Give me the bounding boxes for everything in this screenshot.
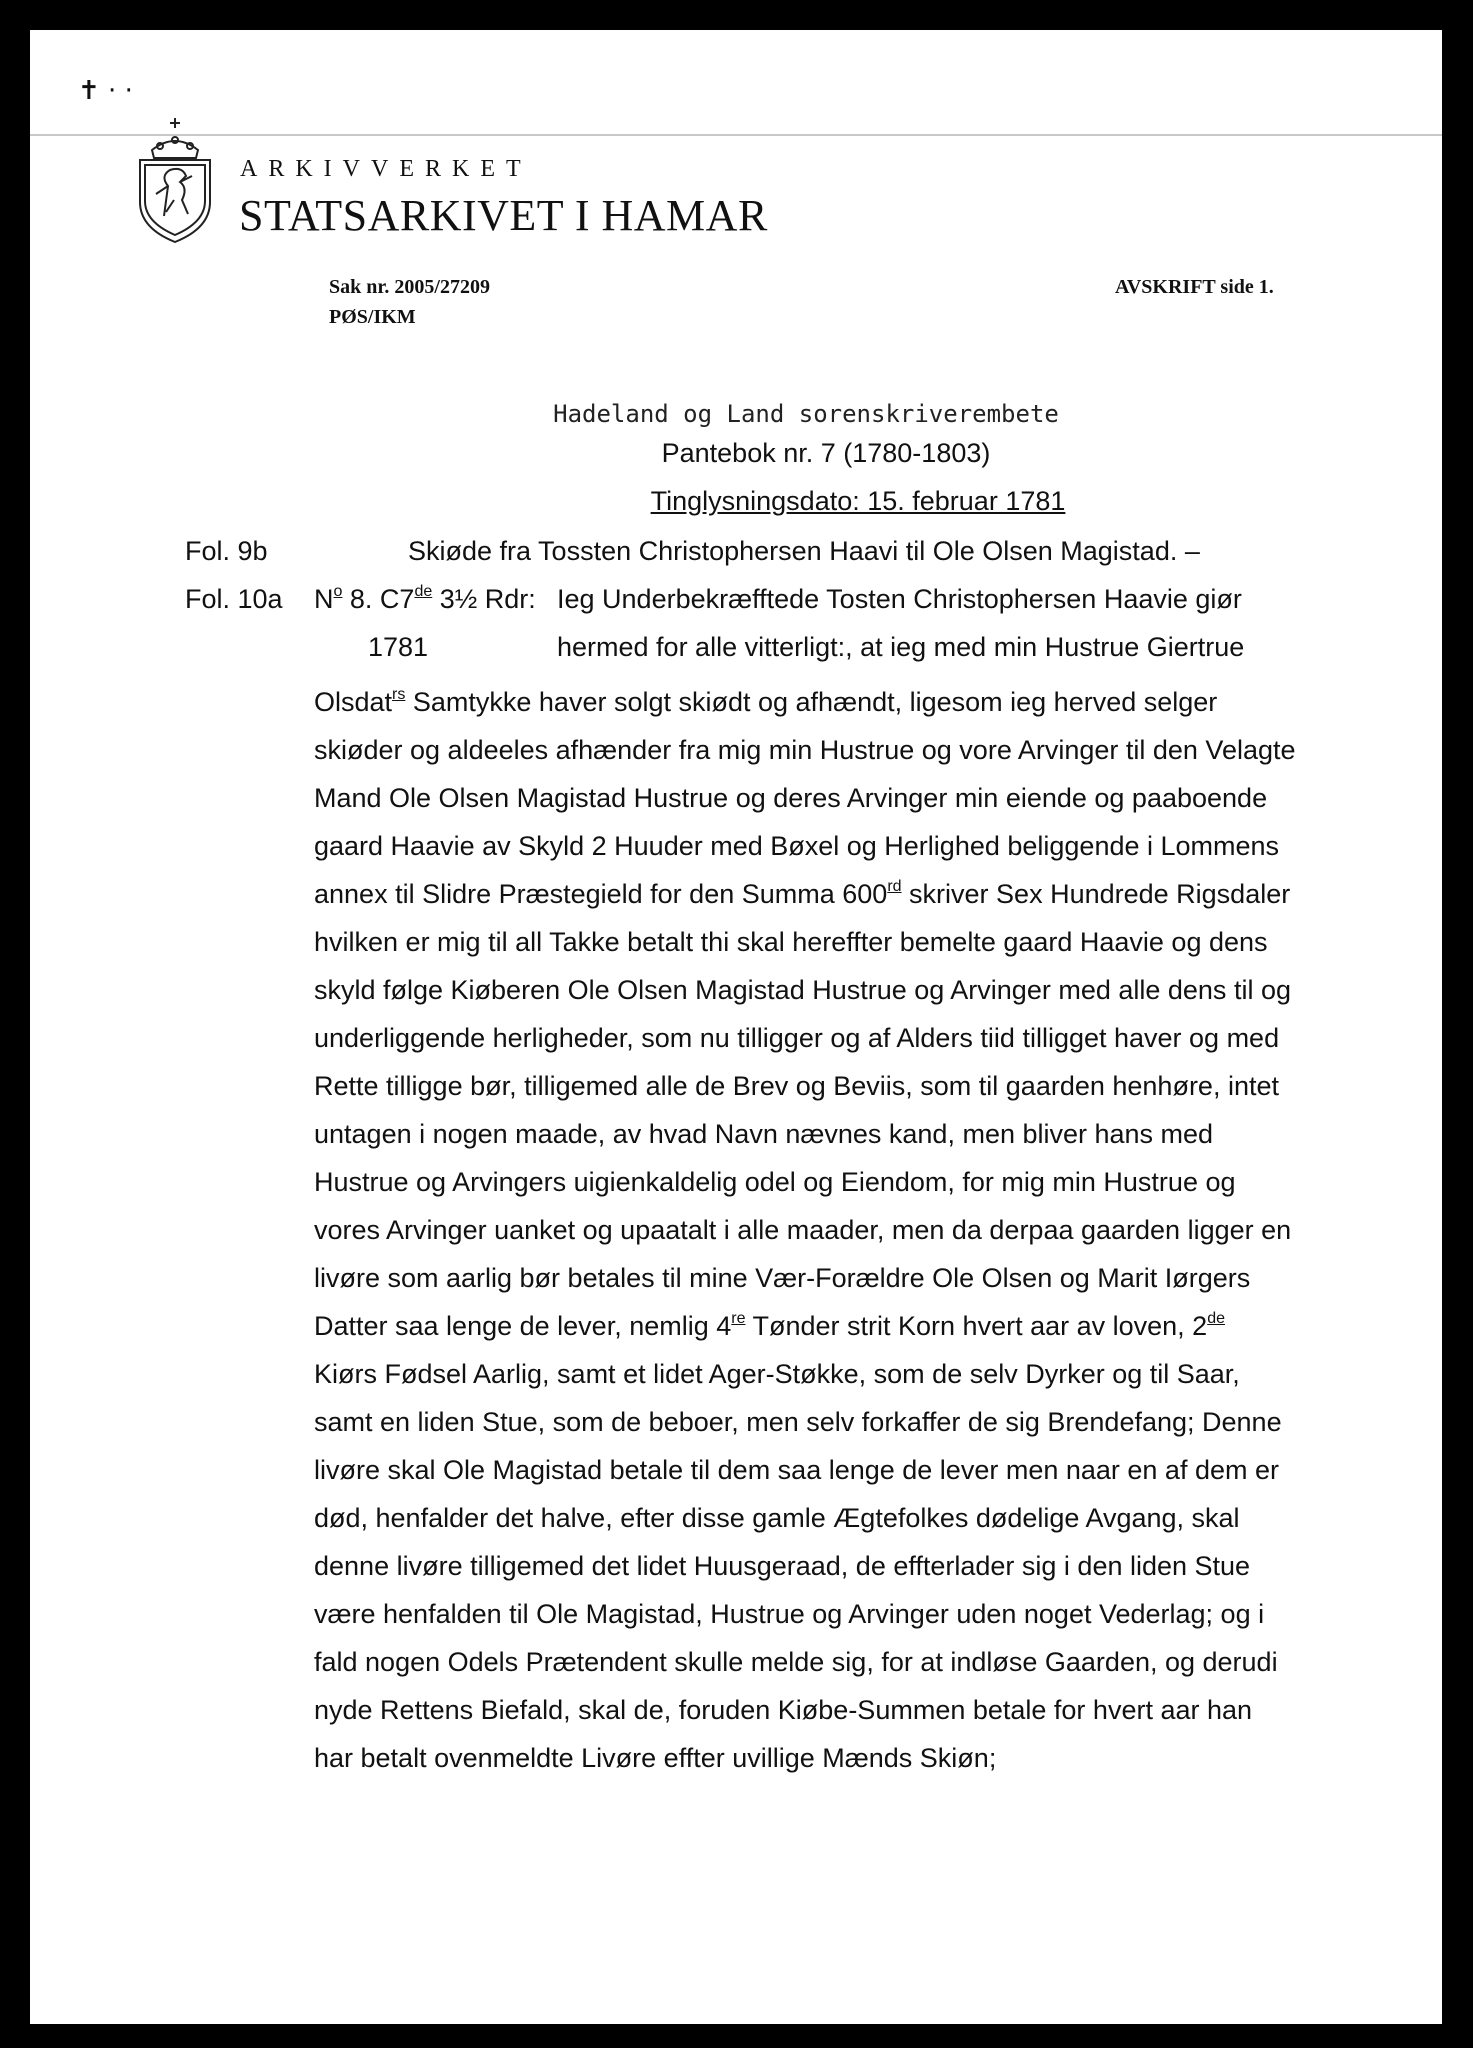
body-line <box>314 726 1394 774</box>
line-text: vores Arvinger uanket og upaatalt i alle maader, men da derpaa gaarden ligger en <box>314 1215 1292 1245</box>
line-text: fald nogen Odels Prætendent skulle melde sig, for at indløse Gaarden, og derudi <box>314 1647 1278 1677</box>
body-line <box>314 1302 1394 1350</box>
line-text: hvilken er mig til all Takke betalt thi skal hereffter bemelte gaard Haavie og dens <box>314 927 1268 957</box>
header-rule <box>30 134 1442 136</box>
superscript: de <box>1207 1310 1225 1327</box>
body-line <box>314 1206 1394 1254</box>
number-superscript: de <box>414 583 433 600</box>
body-line <box>314 1110 1394 1158</box>
body-line <box>314 1686 1394 1734</box>
body-line <box>314 774 1394 822</box>
line-text: samt en liden Stue, som de beboer, men selv forkaffer de sig Brendefang; Denne <box>314 1407 1282 1437</box>
body-line: Ieg Underbekræfftede Tosten Christophersen Haavie giør <box>557 584 1242 614</box>
line-text: skyld følge Kiøberen Ole Olsen Magistad Hustrue og Arvinger med alle dens til og <box>314 975 1291 1005</box>
line-text: skiøder og aldeeles afhænder fra mig min Hustrue og vore Arvinger til den Velagte <box>314 735 1296 765</box>
line-text: livøre skal Ole Magistad betale til dem saa lenge de lever men naar en af dem er <box>314 1455 1279 1485</box>
number-middle: 8. C7 <box>342 584 415 614</box>
line-text: Hustrue og Arvingers uigienkaldelig odel og Eiendom, for mig min Hustrue og <box>314 1167 1236 1197</box>
body-line <box>314 966 1394 1014</box>
body-line <box>314 1350 1394 1398</box>
body-line <box>314 1590 1394 1638</box>
line-text: nyde Rettens Biefald, skal de, foruden Kiøbe-Summen betale for hvert aar han <box>314 1695 1253 1725</box>
deed-body <box>314 678 1394 1782</box>
register-title: Pantebok nr. 7 (1780-1803) <box>661 438 991 468</box>
body-line <box>314 1542 1394 1590</box>
body-line <box>314 1014 1394 1062</box>
body-line <box>314 822 1394 870</box>
body-line <box>314 1254 1394 1302</box>
line-text: Samtykke haver solgt skiødt og afhændt, ligesom ieg herved selger <box>405 687 1218 717</box>
corner-marks: ✝ · · <box>78 76 133 106</box>
body-line <box>314 918 1394 966</box>
signature-code: PØS/IKM <box>329 306 416 328</box>
number-prefix: N <box>314 584 334 614</box>
line-text: Kiørs Fødsel Aarlig, samt et lidet Ager-Støkke, som de selv Dyrker og til Saar, <box>314 1359 1240 1389</box>
deed-year: 1781 <box>368 632 429 662</box>
body-line <box>314 1158 1394 1206</box>
folio-label: Fol. 9b <box>185 536 268 566</box>
number-superscript: o <box>333 583 343 600</box>
copy-label: AVSKRIFT side 1. <box>1115 276 1274 298</box>
court-name: Hadeland og Land sorenskriverembete <box>553 400 1059 428</box>
case-number: Sak nr. 2005/27209 <box>329 276 490 298</box>
deed-number <box>314 584 536 615</box>
archive-line: ARKIVVERKET <box>240 156 532 182</box>
coat-of-arms-icon <box>130 116 220 246</box>
body-line <box>314 1494 1394 1542</box>
line-text: livøre som aarlig bør betales til mine Vær-Forældre Ole Olsen og Marit Iørgers <box>314 1263 1251 1293</box>
body-line <box>314 1062 1394 1110</box>
body-line <box>314 870 1394 918</box>
line-text: Mand Ole Olsen Magistad Hustrue og deres Arvinger min eiende og paaboende <box>314 783 1268 813</box>
body-line: hermed for alle vitterligt:, at ieg med min Hustrue Giertrue <box>557 632 1245 662</box>
line-text: være henfalden til Ole Magistad, Hustrue og Arvinger uden noget Vederlag; og i <box>314 1599 1265 1629</box>
superscript: rs <box>392 686 406 703</box>
number-suffix: 3½ Rdr: <box>432 584 536 614</box>
deed-heading: Skiøde fra Tossten Christophersen Haavi til Ole Olsen Magistad. – <box>408 536 1200 566</box>
document-page <box>30 30 1442 2024</box>
body-line <box>314 1638 1394 1686</box>
line-text: untagen i nogen maade, av hvad Navn nævnes kand, men bliver hans med <box>314 1119 1214 1149</box>
line-text: Datter saa lenge de lever, nemlig 4 <box>314 1311 732 1341</box>
superscript: re <box>731 1310 746 1327</box>
body-line <box>314 678 1394 726</box>
institution-name: STATSARKIVET I HAMAR <box>239 191 768 240</box>
body-line <box>314 1446 1394 1494</box>
line-text: har betalt ovenmeldte Livøre effter uvillige Mænds Skiøn; <box>314 1743 997 1773</box>
line-text: Olsdat <box>314 687 393 717</box>
line-text: denne livøre tilligemed det lidet Huusgeraad, de effterlader sig i den liden Stue <box>314 1551 1251 1581</box>
line-text: Rette tilligge bør, tilligemed alle de Brev og Beviis, som til gaarden henhøre, intet <box>314 1071 1279 1101</box>
line-text: gaard Haavie av Skyld 2 Huuder med Bøxel og Herlighed beliggende i Lommens <box>314 831 1280 861</box>
folio-label: Fol. 10a <box>185 584 283 614</box>
superscript: rd <box>887 878 902 895</box>
line-text: død, henfalder det halve, efter disse gamle Ægtefolkes dødelige Avgang, skal <box>314 1503 1240 1533</box>
line-text: underliggende herligheder, som nu tilligger og af Alders tiid tilligget haver og med <box>314 1023 1280 1053</box>
line-text: annex til Slidre Præstegield for den Summa 600 <box>314 879 888 909</box>
body-line <box>314 1734 1394 1782</box>
body-line <box>314 1398 1394 1446</box>
line-text: Tønder strit Korn hvert aar av loven, 2 <box>745 1311 1208 1341</box>
line-text: skriver Sex Hundrede Rigsdaler <box>901 879 1291 909</box>
registration-date: Tinglysningsdato: 15. februar 1781 <box>650 486 1066 516</box>
